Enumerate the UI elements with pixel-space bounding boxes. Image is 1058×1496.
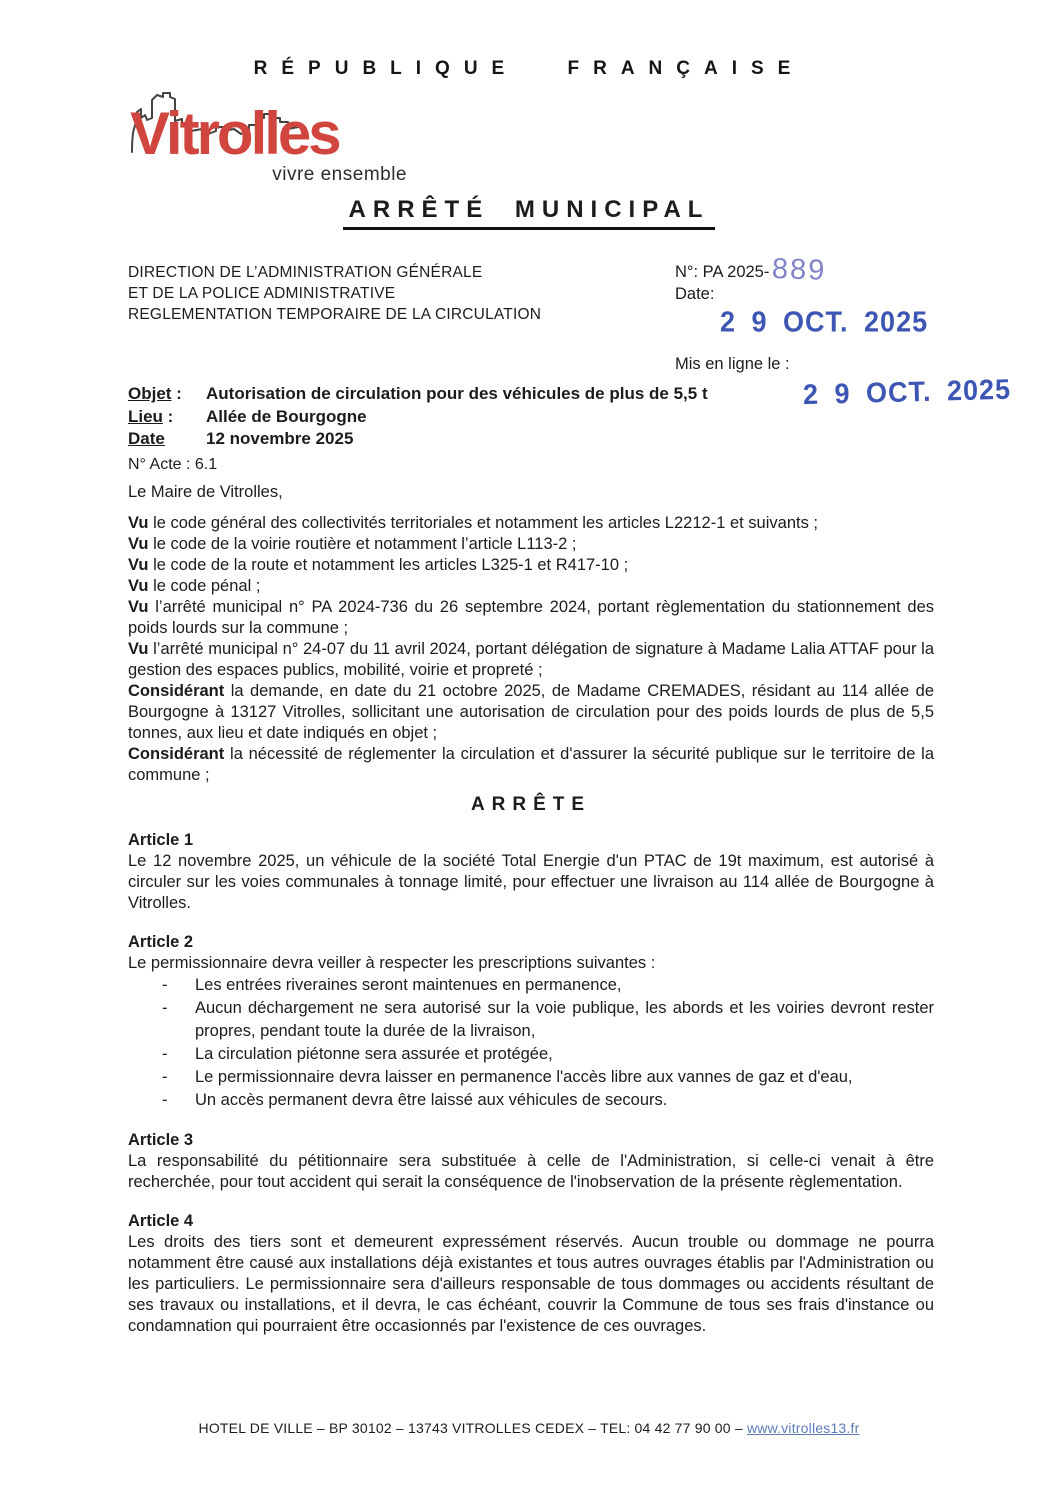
recital	[128, 555, 934, 576]
article-4	[128, 1211, 934, 1337]
bullet-item: - La circulation piétonne sera assurée et protégée,	[128, 1043, 934, 1066]
subject-label-cell	[128, 383, 206, 406]
article-4-heading: Article 4	[128, 1212, 194, 1230]
article-2-bullet-list	[128, 974, 934, 1112]
document-number-line	[675, 253, 1005, 287]
bullet-item: - Les entrées riveraines seront maintenues en permanence,	[128, 974, 934, 997]
recital-text: le code de la route et notamment les articles L325-1 et R417-10 ;	[153, 556, 629, 574]
direction-line: DIRECTION DE L’ADMINISTRATION GÉNÉRALE	[128, 264, 483, 281]
recital-text: le code général des collectivités territoriales et notamment les articles L2212-1 et suivants ;	[153, 514, 818, 532]
recital-lead: Considérant	[128, 745, 225, 763]
article-1-text: Le 12 novembre 2025, un véhicule de la société Total Energie d'un PTAC de 19t maximum, est autorisé à circuler sur les voies communales à tonnage limité, pour effectuer une livraison au 114 allée de Bourgogne à Vitrolles.	[128, 852, 934, 912]
date-label: Date:	[675, 285, 715, 303]
recital-text: l’arrêté municipal n° 24-07 du 11 avril 2024, portant délégation de signature à Madame Lalia ATTAF pour la gestion des espaces publics, mobilité, voirie et propreté ;	[128, 640, 934, 679]
recital-lead: Vu	[128, 598, 149, 616]
footer	[0, 1420, 1058, 1436]
date-value: 12 novembre 2025	[206, 429, 354, 448]
recital-text: l’arrêté municipal n° PA 2024-736 du 26 septembre 2024, portant règlementation du stationnement des poids lourds sur la commune ;	[128, 598, 934, 637]
document-title-wrap	[0, 196, 1058, 230]
subject-block	[128, 383, 938, 476]
article-1	[128, 830, 934, 914]
recital	[128, 597, 934, 639]
objet-colon: :	[171, 384, 182, 403]
recital	[128, 534, 934, 555]
recital-text: le code de la voirie routière et notamment l’article L113-2 ;	[153, 535, 577, 553]
article-3-heading: Article 3	[128, 1131, 194, 1149]
lieu-label: Lieu	[128, 406, 163, 426]
article-2-heading: Article 2	[128, 933, 194, 951]
subject-label-cell	[128, 428, 206, 451]
article-1-heading: Article 1	[128, 831, 194, 849]
recital-lead: Vu	[128, 514, 149, 532]
subject-label-cell	[128, 406, 206, 429]
recital-lead: Vu	[128, 535, 149, 553]
recital	[128, 639, 934, 681]
document-title: ARRÊTÉ MUNICIPAL	[343, 196, 716, 230]
document-number-handwritten: 889	[771, 253, 828, 287]
recital	[128, 576, 934, 597]
direction-line: REGLEMENTATION TEMPORAIRE DE LA CIRCULATION	[128, 306, 542, 323]
article-2	[128, 932, 934, 1112]
recital-text: le code pénal ;	[153, 577, 261, 595]
document-number-label: N°: PA 2025-	[675, 263, 770, 281]
lieu-colon: :	[162, 406, 174, 426]
direction-line: ET DE LA POLICE ADMINISTRATIVE	[128, 285, 396, 302]
republique-francaise-line: RÉPUBLIQUE FRANÇAISE	[253, 58, 805, 79]
objet-label: Objet	[128, 384, 172, 403]
subject-row-lieu	[128, 406, 938, 429]
direction-block	[128, 262, 608, 325]
logo-tagline: vivre ensemble	[272, 164, 407, 185]
recital	[128, 744, 934, 786]
recital	[128, 681, 934, 744]
salutation: Le Maire de Vitrolles,	[128, 483, 283, 501]
date-label-subject: Date	[128, 429, 165, 448]
footer-text: HOTEL DE VILLE – BP 30102 – 13743 VITROLLES CEDEX – TEL: 04 42 77 90 00 –	[198, 1420, 747, 1436]
recital-text: la demande, en date du 21 octobre 2025, de Madame CREMADES, résidant au 114 allée de Bourgogne à 13127 Vitrolles, sollicitant une autorisation de circulation pour des poids lourds de plus de 5,5 tonnes, aux lieu et date indiqués en objet ;	[128, 682, 934, 742]
subject-row-date	[128, 428, 938, 451]
article-3	[128, 1130, 934, 1193]
article-2-text: Le permissionnaire devra veiller à respecter les prescriptions suivantes :	[128, 954, 656, 972]
bullet-item: - Un accès permanent devra être laissé aux véhicules de secours.	[128, 1089, 934, 1112]
recital-lead: Considérant	[128, 682, 225, 700]
vitrolles-wordmark: Vitrolles	[130, 100, 339, 167]
lieu-value: Allée de Bourgogne	[206, 406, 367, 426]
recital-lead: Vu	[128, 556, 149, 574]
mis-en-ligne-label: Mis en ligne le :	[675, 355, 790, 373]
recital	[128, 513, 934, 534]
bullet-item: - Le permissionnaire devra laisser en permanence l'accès libre aux vannes de gaz et d'eau,	[128, 1066, 934, 1089]
bullet-item: - Aucun déchargement ne sera autorisé sur la voie publique, les abords et les voiries devront rester propres, pendant toute la durée de la livraison,	[128, 997, 934, 1043]
document-body	[128, 482, 934, 1355]
mis-en-ligne-stamp: 2 9 OCT. 2025	[802, 373, 1012, 411]
recital-text: la nécessité de réglementer la circulation et d'assurer la sécurité publique sur le territoire de la commune ;	[128, 745, 934, 784]
vitrolles-logo	[125, 82, 407, 192]
subject-row-objet	[128, 383, 938, 406]
recital-lead: Vu	[128, 640, 149, 658]
acte-number-line: N° Acte : 6.1	[128, 455, 218, 473]
article-4-text: Les droits des tiers sont et demeurent expressément réservés. Aucun trouble ou dommage ne pourra notamment être causé aux installations déjà existantes et tous autres ouvrages établis par l'Administration ou les particuliers. Le permissionnaire sera d'ailleurs responsable de tous dommages ou accidents résultant de ses travaux ou installations, et il devra, le cas échéant, couvrir la Commune de tous ses frais d'instance ou condamnation qui pourraient être occasionnés par l'existence de ces ouvrages.	[128, 1233, 934, 1335]
article-3-text: La responsabilité du pétitionnaire sera substituée à celle de l'Administration, si celle-ci venait à être recherchée, pour tout accident qui serait la conséquence de l'inobservation de la présente règlementation.	[128, 1152, 934, 1191]
objet-value: Autorisation de circulation pour des véhicules de plus de 5,5 t	[206, 384, 708, 403]
arrete-heading: ARRÊTE	[470, 794, 592, 815]
footer-website-link[interactable]: www.vitrolles13.fr	[746, 1420, 860, 1436]
date-stamp: 2 9 OCT. 2025	[720, 306, 929, 338]
recital-lead: Vu	[128, 577, 149, 595]
